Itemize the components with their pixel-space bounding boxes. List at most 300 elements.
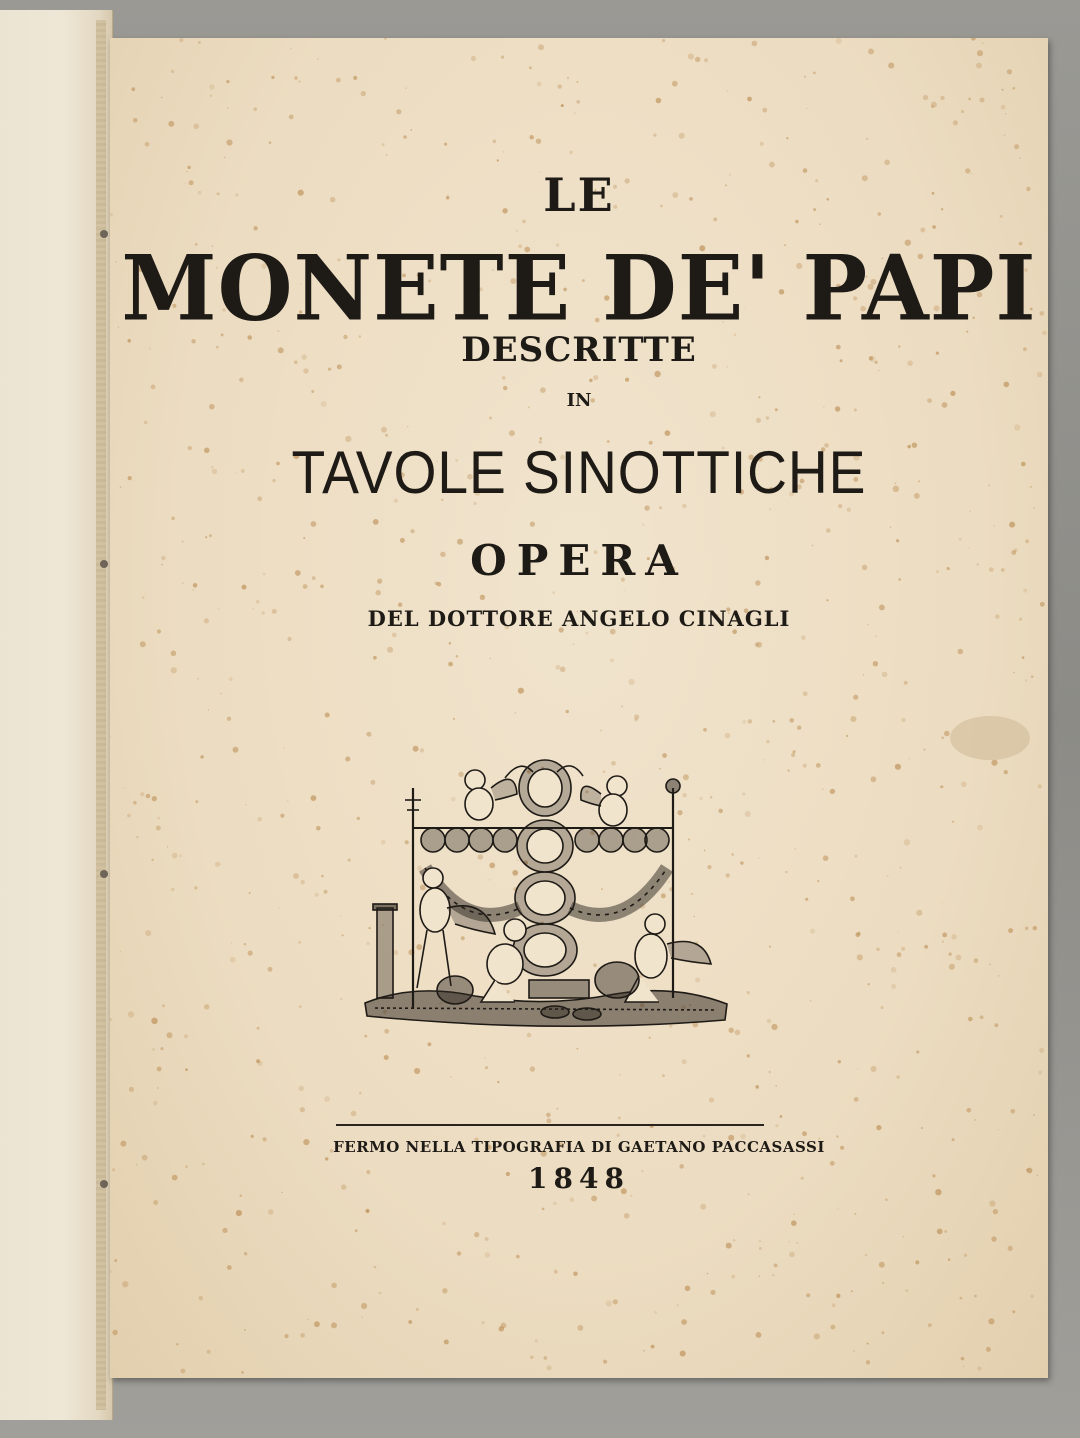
foxing-spot bbox=[484, 1057, 485, 1058]
foxing-spot bbox=[577, 1048, 579, 1050]
foxing-spot bbox=[385, 434, 388, 437]
foxing-spot bbox=[194, 886, 197, 889]
foxing-spot bbox=[268, 1209, 274, 1215]
foxing-spot bbox=[1038, 1070, 1042, 1074]
foxing-spot bbox=[915, 1260, 919, 1264]
foxing-spot bbox=[300, 1107, 305, 1112]
foxing-spot bbox=[227, 1265, 232, 1270]
foxing-spot bbox=[624, 590, 625, 591]
foxing-spot bbox=[442, 1288, 447, 1293]
binding-stitch bbox=[100, 1180, 108, 1188]
foxing-spot bbox=[244, 1329, 246, 1331]
foxing-spot bbox=[230, 957, 236, 963]
foxing-spot bbox=[998, 975, 1000, 977]
foxing-spot bbox=[171, 667, 177, 673]
foxing-spot bbox=[167, 1032, 173, 1038]
foxing-spot bbox=[775, 1085, 777, 1087]
foxing-spot bbox=[179, 855, 182, 858]
foxing-spot bbox=[392, 633, 397, 638]
foxing-spot bbox=[875, 635, 877, 637]
foxing-spot bbox=[294, 76, 298, 80]
foxing-spot bbox=[569, 1197, 574, 1202]
foxing-spot bbox=[853, 695, 858, 700]
foxing-spot bbox=[850, 716, 856, 722]
foxing-spot bbox=[977, 1366, 981, 1370]
foxing-spot bbox=[269, 141, 272, 144]
foxing-spot bbox=[763, 759, 764, 760]
foxing-spot bbox=[366, 732, 371, 737]
foxing-spot bbox=[122, 1281, 128, 1287]
foxing-spot bbox=[348, 859, 351, 862]
foxing-spot bbox=[157, 1087, 159, 1089]
foxing-spot bbox=[747, 1054, 750, 1057]
foxing-spot bbox=[707, 1273, 708, 1274]
foxing-spot bbox=[1014, 144, 1019, 149]
foxing-spot bbox=[373, 519, 379, 525]
foxing-spot bbox=[729, 1028, 734, 1033]
foxing-spot bbox=[665, 430, 671, 436]
foxing-spot bbox=[536, 139, 541, 144]
foxing-spot bbox=[831, 1325, 836, 1330]
foxing-spot bbox=[993, 1209, 998, 1214]
foxing-spot bbox=[1004, 134, 1006, 136]
foxing-spot bbox=[207, 1350, 211, 1354]
foxing-spot bbox=[1014, 424, 1020, 430]
foxing-spot bbox=[901, 947, 905, 951]
foxing-spot bbox=[403, 135, 406, 138]
foxing-spot bbox=[156, 826, 161, 831]
foxing-spot bbox=[795, 848, 797, 850]
engraved-vignette-cherubs-coins bbox=[355, 758, 735, 1028]
foxing-spot bbox=[974, 958, 979, 963]
foxing-spot bbox=[980, 98, 985, 103]
foxing-spot bbox=[185, 1068, 188, 1071]
foxing-spot bbox=[634, 714, 639, 719]
foxing-spot bbox=[727, 90, 729, 92]
foxing-spot bbox=[904, 681, 908, 685]
foxing-spot bbox=[576, 81, 578, 83]
foxing-spot bbox=[248, 951, 253, 956]
foxing-spot bbox=[331, 1283, 337, 1289]
foxing-spot bbox=[656, 98, 662, 104]
foxing-spot bbox=[814, 1333, 820, 1339]
foxing-spot bbox=[742, 792, 745, 795]
foxing-spot bbox=[851, 1290, 853, 1292]
foxing-spot bbox=[157, 1067, 162, 1072]
foxing-spot bbox=[530, 1066, 535, 1071]
foxing-spot bbox=[474, 1232, 479, 1237]
foxing-spot bbox=[982, 43, 983, 44]
foxing-spot bbox=[157, 817, 160, 820]
foxing-spot bbox=[887, 875, 889, 877]
foxing-spot bbox=[974, 1295, 977, 1298]
foxing-spot bbox=[885, 1198, 888, 1201]
foxing-spot bbox=[1037, 372, 1043, 378]
foxing-spot bbox=[253, 226, 257, 230]
foxing-spot bbox=[941, 903, 942, 904]
foxing-spot bbox=[740, 861, 743, 864]
foxing-spot bbox=[171, 888, 174, 891]
foxing-spot bbox=[682, 1059, 687, 1064]
foxing-spot bbox=[863, 674, 865, 676]
foxing-spot bbox=[967, 1108, 972, 1113]
foxing-spot bbox=[816, 763, 821, 768]
foxing-spot bbox=[120, 486, 122, 488]
foxing-spot bbox=[742, 720, 746, 724]
foxing-spot bbox=[1009, 522, 1015, 528]
foxing-spot bbox=[428, 1042, 432, 1046]
foxing-spot bbox=[1033, 1114, 1035, 1116]
foxing-spot bbox=[882, 672, 888, 678]
foxing-spot bbox=[555, 665, 560, 670]
foxing-spot bbox=[546, 1113, 551, 1118]
foxing-spot bbox=[244, 1252, 247, 1255]
foxing-spot bbox=[832, 1303, 836, 1307]
foxing-spot bbox=[1033, 507, 1034, 508]
foxing-spot bbox=[293, 873, 299, 879]
foxing-spot bbox=[703, 1135, 705, 1137]
book-title: MONETE DE' PAPI bbox=[121, 235, 1037, 342]
foxing-spot bbox=[1039, 1048, 1044, 1053]
foxing-spot bbox=[618, 1117, 621, 1120]
foxing-spot bbox=[797, 726, 801, 730]
foxing-spot bbox=[197, 678, 199, 680]
foxing-spot bbox=[316, 826, 321, 831]
foxing-spot bbox=[1004, 382, 1010, 388]
foxing-spot bbox=[772, 720, 775, 723]
foxing-spot bbox=[1008, 928, 1013, 933]
foxing-spot bbox=[256, 600, 260, 604]
foxing-spot bbox=[325, 713, 330, 718]
foxing-spot bbox=[453, 718, 455, 720]
foxing-spot bbox=[838, 1060, 841, 1063]
foxing-spot bbox=[600, 729, 603, 732]
foxing-spot bbox=[133, 801, 137, 805]
foxing-spot bbox=[760, 142, 764, 146]
foxing-spot bbox=[619, 1074, 621, 1076]
foxing-spot bbox=[797, 1242, 799, 1244]
foxing-spot bbox=[1008, 1246, 1013, 1251]
foxing-spot bbox=[958, 649, 964, 655]
foxing-spot bbox=[136, 836, 138, 838]
foxing-spot bbox=[340, 998, 343, 1001]
foxing-spot bbox=[951, 934, 956, 939]
foxing-spot bbox=[700, 1204, 706, 1210]
foxing-spot bbox=[624, 1213, 630, 1219]
foxing-spot bbox=[766, 740, 769, 743]
foxing-spot bbox=[924, 749, 926, 751]
foxing-spot bbox=[826, 528, 831, 533]
foxing-spot bbox=[942, 941, 944, 943]
foxing-spot bbox=[151, 385, 156, 390]
foxing-spot bbox=[552, 591, 555, 594]
foxing-spot bbox=[695, 57, 700, 62]
foxing-spot bbox=[688, 53, 694, 59]
foxing-spot bbox=[653, 134, 656, 137]
foxing-spot bbox=[866, 1360, 870, 1364]
foxing-spot bbox=[855, 855, 858, 858]
foxing-spot bbox=[340, 916, 342, 918]
foxing-spot bbox=[823, 855, 829, 861]
foxing-spot bbox=[128, 1011, 134, 1017]
foxing-spot bbox=[991, 760, 997, 766]
foxing-spot bbox=[988, 1318, 994, 1324]
foxing-spot bbox=[553, 1202, 557, 1206]
foxing-spot bbox=[871, 776, 877, 782]
foxing-spot bbox=[171, 70, 174, 73]
foxing-spot bbox=[994, 1023, 998, 1027]
foxing-spot bbox=[931, 102, 937, 108]
foxing-spot bbox=[485, 1066, 488, 1069]
foxing-spot bbox=[379, 1292, 382, 1295]
foxing-spot bbox=[311, 521, 317, 527]
foxing-spot bbox=[208, 709, 209, 710]
foxing-spot bbox=[120, 951, 121, 952]
foxing-spot bbox=[384, 38, 387, 40]
foxing-spot bbox=[758, 857, 759, 858]
foxing-spot bbox=[937, 1229, 943, 1235]
foxing-spot bbox=[916, 1051, 919, 1054]
foxing-spot bbox=[953, 120, 958, 125]
foxing-spot bbox=[803, 691, 808, 696]
foxing-spot bbox=[194, 124, 200, 130]
foxing-spot bbox=[703, 728, 707, 732]
foxing-spot bbox=[556, 1108, 558, 1110]
foxing-spot bbox=[233, 747, 239, 753]
foxing-spot bbox=[161, 97, 163, 99]
foxing-spot bbox=[284, 1334, 288, 1338]
foxing-spot bbox=[219, 863, 221, 865]
foxing-spot bbox=[193, 589, 195, 591]
foxing-spot bbox=[280, 814, 284, 818]
foxing-spot bbox=[538, 44, 544, 50]
foxing-spot bbox=[963, 1366, 964, 1367]
foxing-spot bbox=[956, 955, 962, 961]
imprint-line: FERMO NELLA TIPOGRAFIA DI GAETANO PACCASASSI bbox=[333, 1138, 825, 1156]
foxing-spot bbox=[382, 143, 385, 146]
foxing-spot bbox=[110, 737, 111, 738]
foxing-spot bbox=[952, 821, 954, 823]
foxing-spot bbox=[1023, 589, 1027, 593]
foxing-spot bbox=[681, 1319, 687, 1325]
foxing-spot bbox=[239, 378, 244, 383]
foxing-spot bbox=[289, 115, 294, 120]
foxing-spot bbox=[258, 1061, 263, 1066]
foxing-spot bbox=[361, 91, 366, 96]
foxing-spot bbox=[909, 758, 910, 759]
foxing-spot bbox=[817, 880, 819, 882]
foxing-spot bbox=[497, 1081, 499, 1083]
foxing-spot bbox=[928, 1323, 932, 1327]
foxing-spot bbox=[145, 142, 150, 147]
foxing-spot bbox=[891, 967, 897, 973]
foxing-spot bbox=[361, 1303, 367, 1309]
foxing-spot bbox=[780, 1115, 783, 1118]
author-line: DEL DOTTORE ANGELO CINAGLI bbox=[367, 606, 791, 631]
foxing-spot bbox=[759, 1247, 762, 1250]
foxing-spot bbox=[770, 509, 771, 510]
foxing-spot bbox=[144, 421, 147, 424]
foxing-spot bbox=[949, 964, 955, 970]
water-stain bbox=[950, 716, 1030, 760]
foxing-spot bbox=[789, 718, 794, 723]
imprint-rule bbox=[336, 1124, 764, 1126]
foxing-spot bbox=[396, 109, 401, 114]
foxing-spot bbox=[527, 1033, 532, 1038]
foxing-spot bbox=[676, 1304, 678, 1306]
foxing-spot bbox=[290, 48, 292, 50]
foxing-spot bbox=[628, 679, 634, 685]
foxing-spot bbox=[133, 118, 138, 123]
foxing-spot bbox=[229, 677, 233, 681]
foxing-spot bbox=[226, 139, 232, 145]
foxing-spot bbox=[1025, 927, 1029, 931]
foxing-spot bbox=[152, 796, 157, 801]
foxing-spot bbox=[420, 748, 424, 752]
foxing-spot bbox=[353, 76, 357, 80]
foxing-spot bbox=[897, 952, 902, 957]
foxing-spot bbox=[771, 1024, 777, 1030]
foxing-spot bbox=[366, 1210, 368, 1212]
foxing-spot bbox=[949, 953, 952, 956]
foxing-spot bbox=[836, 38, 842, 44]
foxing-spot bbox=[709, 1097, 714, 1102]
foxing-spot bbox=[271, 76, 274, 79]
foxing-spot bbox=[961, 1357, 965, 1361]
foxing-spot bbox=[530, 1356, 533, 1359]
foxing-spot bbox=[315, 893, 319, 897]
foxing-spot bbox=[351, 1111, 357, 1117]
foxing-spot bbox=[1019, 158, 1020, 159]
foxing-spot bbox=[731, 1275, 735, 1279]
foxing-spot bbox=[806, 108, 807, 109]
foxing-spot bbox=[501, 56, 504, 59]
foxing-spot bbox=[642, 524, 644, 526]
foxing-spot bbox=[680, 1351, 686, 1357]
foxing-spot bbox=[944, 1230, 947, 1233]
foxing-spot bbox=[110, 1270, 112, 1273]
foxing-spot bbox=[826, 599, 828, 601]
foxing-spot bbox=[968, 1017, 973, 1022]
foxing-spot bbox=[980, 1015, 984, 1019]
foxing-spot bbox=[1004, 770, 1008, 774]
foxing-spot bbox=[530, 135, 534, 139]
foxing-spot bbox=[142, 596, 145, 599]
foxing-spot bbox=[444, 143, 447, 146]
foxing-spot bbox=[544, 1356, 548, 1360]
foxing-spot bbox=[151, 1018, 157, 1024]
foxing-spot bbox=[249, 892, 251, 894]
foxing-spot bbox=[244, 943, 246, 945]
foxing-spot bbox=[324, 1096, 330, 1102]
foxing-spot bbox=[725, 733, 731, 739]
foxing-spot bbox=[257, 817, 262, 822]
foxing-spot bbox=[497, 159, 499, 161]
subtitle-tavole: TAVOLE SINOTTICHE bbox=[291, 439, 867, 506]
foxing-spot bbox=[806, 1293, 810, 1297]
foxing-spot bbox=[804, 76, 806, 78]
foxing-spot bbox=[245, 804, 247, 806]
foxing-spot bbox=[651, 1345, 655, 1349]
foxing-spot bbox=[317, 58, 319, 60]
foxing-spot bbox=[769, 946, 771, 948]
foxing-spot bbox=[307, 1319, 309, 1321]
foxing-spot bbox=[146, 794, 151, 799]
foxing-spot bbox=[374, 1266, 377, 1269]
binding-edge bbox=[96, 20, 106, 1410]
foxing-spot bbox=[287, 800, 288, 801]
foxing-spot bbox=[1005, 113, 1007, 115]
foxing-spot bbox=[161, 1047, 164, 1050]
foxing-spot bbox=[480, 595, 485, 600]
foxing-spot bbox=[785, 871, 788, 874]
foxing-spot bbox=[490, 658, 491, 659]
publication-year: 1848 bbox=[528, 1162, 630, 1195]
foxing-spot bbox=[654, 371, 660, 377]
foxing-spot bbox=[168, 121, 174, 127]
foxing-spot bbox=[222, 1228, 227, 1233]
foxing-spot bbox=[131, 87, 135, 91]
foxing-spot bbox=[726, 1243, 732, 1249]
foxing-spot bbox=[787, 769, 789, 771]
foxing-spot bbox=[903, 1236, 905, 1238]
foxing-spot bbox=[868, 983, 870, 985]
foxing-spot bbox=[747, 97, 752, 102]
foxing-spot bbox=[868, 49, 874, 55]
foxing-spot bbox=[752, 41, 758, 47]
foxing-spot bbox=[989, 1200, 995, 1206]
foxing-spot bbox=[961, 110, 964, 113]
foxing-spot bbox=[766, 416, 769, 419]
foxing-spot bbox=[813, 72, 816, 75]
foxing-spot bbox=[204, 1004, 209, 1009]
foxing-spot bbox=[1013, 672, 1015, 674]
foxing-spot bbox=[854, 1097, 859, 1102]
foxing-spot bbox=[127, 814, 131, 818]
title-page bbox=[110, 38, 1048, 1378]
foxing-spot bbox=[210, 95, 212, 97]
foxing-spot bbox=[362, 1317, 363, 1318]
foxing-spot bbox=[786, 137, 788, 139]
foxing-spot bbox=[227, 717, 231, 721]
foxing-spot bbox=[994, 525, 995, 526]
foxing-spot bbox=[152, 1048, 155, 1051]
foxing-spot bbox=[114, 1259, 117, 1262]
foxing-spot bbox=[610, 658, 614, 662]
foxing-spot bbox=[710, 411, 716, 417]
foxing-spot bbox=[882, 1282, 884, 1284]
foxing-spot bbox=[493, 140, 497, 144]
title-line-opera: OPERA bbox=[470, 536, 688, 585]
foxing-spot bbox=[986, 1347, 991, 1352]
binding-stitch bbox=[100, 230, 108, 238]
foxing-spot bbox=[961, 782, 967, 788]
foxing-spot bbox=[756, 418, 761, 423]
foxing-spot bbox=[184, 1034, 188, 1038]
foxing-spot bbox=[321, 875, 324, 878]
foxing-spot bbox=[179, 38, 183, 42]
foxing-spot bbox=[220, 693, 221, 694]
foxing-spot bbox=[793, 750, 796, 753]
foxing-spot bbox=[735, 1030, 741, 1036]
foxing-spot bbox=[855, 1213, 857, 1215]
foxing-spot bbox=[613, 1299, 618, 1304]
foxing-spot bbox=[140, 641, 146, 647]
foxing-spot bbox=[576, 100, 580, 104]
title-line-descritte: DESCRITTE bbox=[461, 330, 697, 370]
foxing-spot bbox=[672, 81, 678, 87]
foxing-spot bbox=[355, 1229, 358, 1232]
